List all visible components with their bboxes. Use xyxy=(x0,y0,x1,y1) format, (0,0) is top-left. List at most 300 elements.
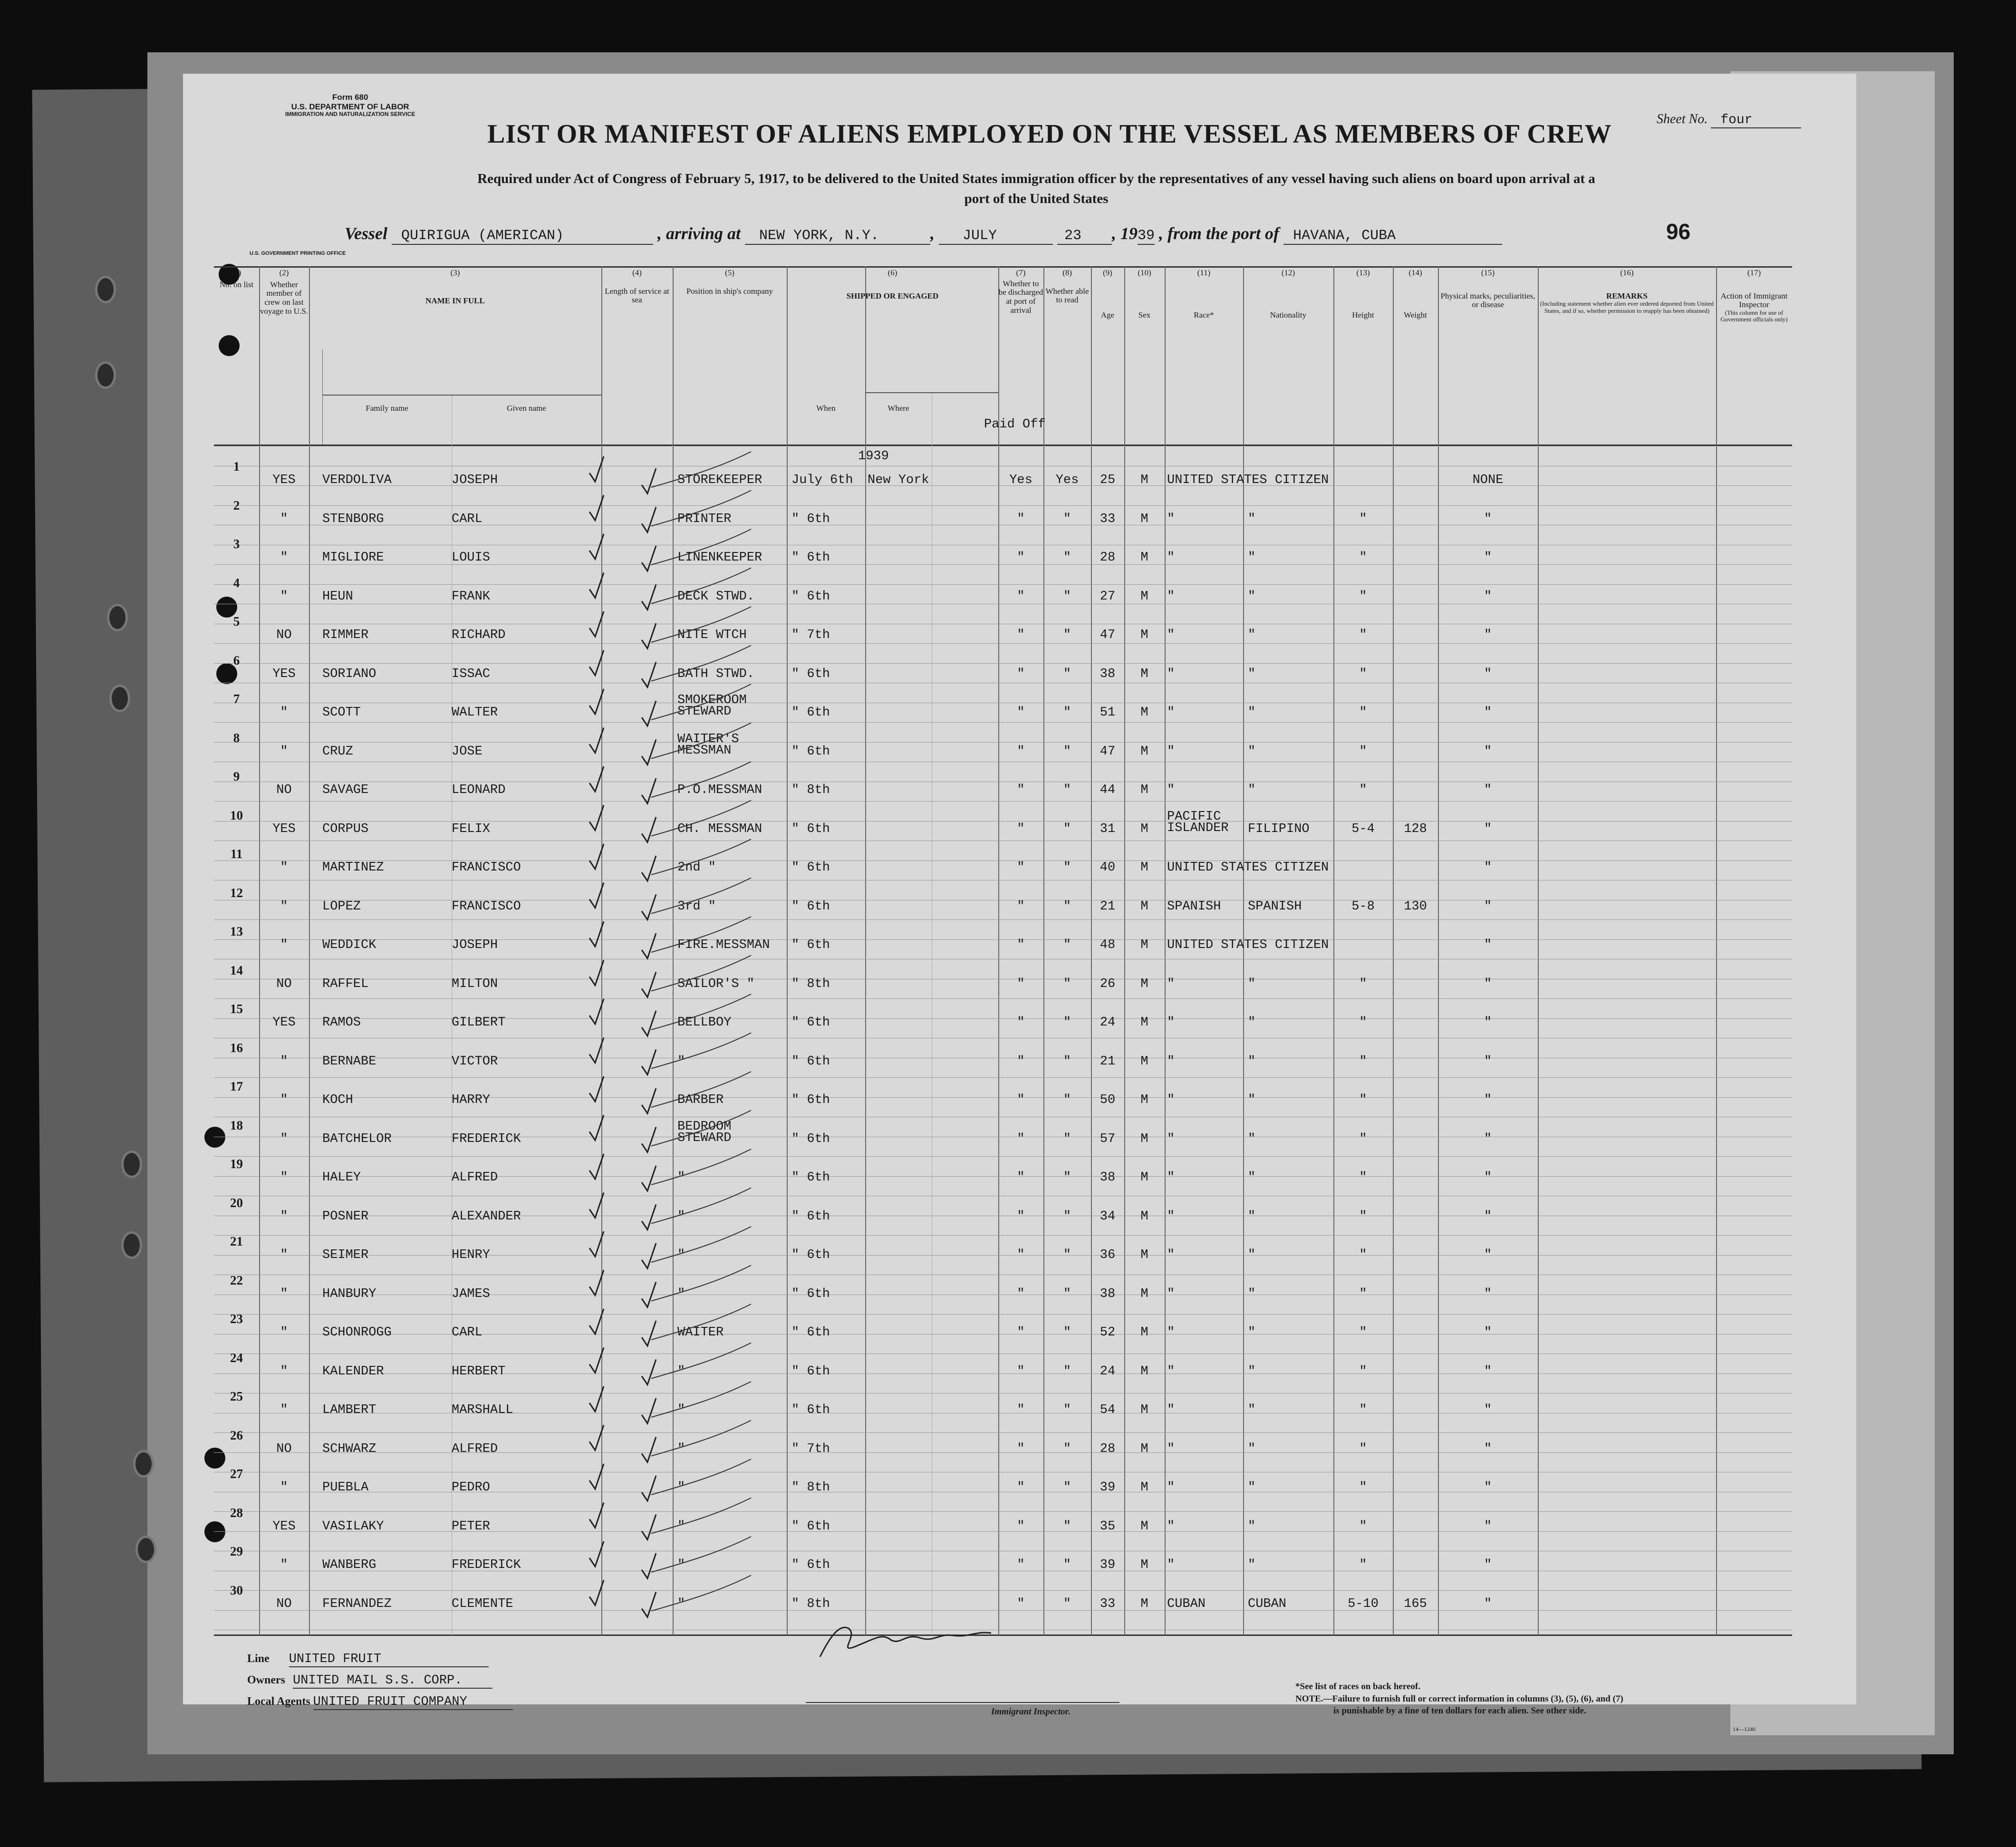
cell-race: " xyxy=(1167,1403,1175,1417)
cell-position: " xyxy=(677,1519,685,1534)
cell-shipped-when: " 8th xyxy=(791,1480,830,1495)
check-mark xyxy=(642,817,656,842)
cell-physical-marks: NONE xyxy=(1472,473,1504,487)
sheet-label: Sheet No. xyxy=(1657,112,1708,126)
footnotes xyxy=(1295,1681,1623,1717)
paid-off-note: Paid Off xyxy=(984,417,1046,432)
cell-previous-voyage: " xyxy=(280,1248,288,1262)
cell-nationality: " xyxy=(1248,1441,1256,1456)
cell-row-number: 1 xyxy=(233,459,240,474)
check-mark xyxy=(642,1476,656,1501)
cell-able-to-read: " xyxy=(1063,1480,1071,1495)
cell-nationality: " xyxy=(1248,1131,1256,1146)
cell-able-to-read: " xyxy=(1063,1131,1071,1146)
cell-previous-voyage: " xyxy=(280,899,288,914)
check-stroke xyxy=(651,452,751,487)
cell-row-number: 22 xyxy=(230,1273,243,1287)
check-stroke xyxy=(651,1343,751,1379)
cell-height: " xyxy=(1359,1054,1367,1069)
cell-able-to-read: " xyxy=(1063,628,1071,642)
cell-position: BARBER xyxy=(677,1093,724,1107)
cell-physical-marks: " xyxy=(1484,628,1492,642)
cell-previous-voyage: " xyxy=(280,1286,288,1301)
col-label-15: Physical marks, peculiarities, or disease xyxy=(1440,291,1535,309)
check-stroke xyxy=(651,917,751,952)
cell-previous-voyage: " xyxy=(280,1131,288,1146)
col-num-10: (10) xyxy=(1138,268,1151,277)
cell-age: 57 xyxy=(1100,1131,1116,1146)
col-label-1: No. on list xyxy=(219,280,254,289)
cell-discharge: " xyxy=(1017,1054,1025,1069)
cell-given-name: LOUIS xyxy=(452,551,491,565)
cell-sex: M xyxy=(1140,589,1148,604)
check-mark xyxy=(642,1592,656,1617)
check-mark xyxy=(589,650,604,676)
cell-race: " xyxy=(1167,1364,1175,1379)
col-label-13: Height xyxy=(1352,310,1374,319)
cell-position: P.O.MESSMAN xyxy=(677,783,762,797)
cell-family-name: KALENDER xyxy=(322,1364,384,1379)
col-label-6: SHIPPED OR ENGAGED xyxy=(846,291,939,300)
cell-nationality: " xyxy=(1248,1519,1256,1534)
cell-sex: M xyxy=(1140,1480,1148,1495)
check-mark xyxy=(589,883,604,908)
cell-position: NITE WTCH xyxy=(677,628,747,642)
cell-age: 25 xyxy=(1100,473,1116,487)
cell-given-name: HARRY xyxy=(452,1093,491,1107)
cell-previous-voyage: NO xyxy=(276,977,292,991)
cell-able-to-read: " xyxy=(1063,1441,1071,1456)
check-stroke xyxy=(651,956,751,991)
cell-race: " xyxy=(1167,744,1175,759)
cell-weight: 130 xyxy=(1404,899,1427,914)
agents-label: Local Agents xyxy=(247,1695,310,1708)
inspector-label: Immigrant Inspector. xyxy=(991,1707,1071,1717)
cell-previous-voyage: " xyxy=(280,1209,288,1224)
cell-nationality: " xyxy=(1248,1170,1256,1185)
cell-shipped-when: " 6th xyxy=(791,744,830,759)
cell-position: 3rd " xyxy=(677,899,716,914)
cell-sex: M xyxy=(1140,1209,1148,1224)
header-where: Where xyxy=(887,404,909,413)
cell-race: " xyxy=(1167,1054,1175,1069)
cell-race: " xyxy=(1167,1286,1175,1301)
cell-sex: M xyxy=(1140,1015,1148,1030)
cell-sex: M xyxy=(1140,551,1148,565)
cell-shipped-when: " 6th xyxy=(791,667,830,681)
cell-nationality: " xyxy=(1248,1364,1256,1379)
cell-race: PACIFIC ISLANDER xyxy=(1167,809,1229,835)
cell-sex: M xyxy=(1140,977,1148,991)
cell-race: " xyxy=(1167,1441,1175,1456)
cell-able-to-read: " xyxy=(1063,1054,1071,1069)
check-mark xyxy=(642,1166,656,1191)
check-mark xyxy=(642,740,656,765)
check-stroke xyxy=(651,607,751,642)
cell-family-name: POSNER xyxy=(322,1209,369,1224)
line-label: Line xyxy=(247,1653,270,1665)
check-stroke xyxy=(651,1421,751,1456)
check-stroke xyxy=(651,801,751,836)
cell-shipped-when: " 6th xyxy=(791,1054,830,1069)
cell-position: SMOKEROOM STEWARD xyxy=(677,693,747,719)
col-num-6: (6) xyxy=(887,268,897,277)
cell-height: " xyxy=(1359,1558,1367,1572)
cell-row-number: 13 xyxy=(230,924,243,938)
check-mark xyxy=(642,507,656,532)
cell-previous-voyage: " xyxy=(280,1558,288,1572)
cell-row-number: 2 xyxy=(233,498,240,513)
col-label-14: Weight xyxy=(1404,310,1427,319)
cell-age: 44 xyxy=(1100,783,1116,797)
cell-weight: 165 xyxy=(1404,1596,1427,1611)
cell-able-to-read: " xyxy=(1063,512,1071,526)
cell-sex: M xyxy=(1140,1364,1148,1379)
cell-row-number: 7 xyxy=(233,692,240,706)
col-label-8: Whether able to read xyxy=(1045,286,1089,305)
check-mark xyxy=(589,1309,604,1334)
cell-discharge: " xyxy=(1017,783,1025,797)
binder-hole xyxy=(95,276,116,303)
cell-height: " xyxy=(1359,744,1367,759)
check-stroke xyxy=(651,723,751,759)
check-mark xyxy=(642,1243,656,1268)
cell-previous-voyage: NO xyxy=(276,1441,292,1456)
cell-discharge: " xyxy=(1017,512,1025,526)
cell-sex: M xyxy=(1140,938,1148,952)
check-mark xyxy=(642,1360,656,1385)
cell-row-number: 9 xyxy=(233,769,240,783)
cell-physical-marks: " xyxy=(1484,1364,1492,1379)
cell-physical-marks: " xyxy=(1484,1054,1492,1069)
cell-discharge: " xyxy=(1017,1519,1025,1534)
col-label-3: NAME IN FULL xyxy=(425,296,485,305)
cell-able-to-read: " xyxy=(1063,1519,1071,1534)
cell-weight: 128 xyxy=(1404,822,1427,836)
col-label-17: Action of Immigrant Inspector xyxy=(1720,291,1788,309)
cell-discharge: " xyxy=(1017,1015,1025,1030)
cell-physical-marks: " xyxy=(1484,1441,1492,1456)
check-stroke xyxy=(651,1072,751,1107)
cell-race: " xyxy=(1167,512,1175,526)
header-family-name: Family name xyxy=(366,404,408,413)
agents-value: UNITED FRUIT COMPANY xyxy=(313,1695,513,1710)
cell-sex: M xyxy=(1140,706,1148,720)
cell-able-to-read: " xyxy=(1063,1325,1071,1340)
cell-shipped-when: " 6th xyxy=(791,1093,830,1107)
cell-race: " xyxy=(1167,1248,1175,1262)
cell-discharge: " xyxy=(1017,1325,1025,1340)
cell-nationality: SPANISH xyxy=(1248,899,1302,914)
col-num-12: (12) xyxy=(1281,268,1295,277)
check-stroke xyxy=(651,1149,751,1185)
cell-able-to-read: " xyxy=(1063,1209,1071,1224)
cell-family-name: HANBURY xyxy=(322,1286,376,1301)
col-label-2: Whether member of crew on last voyage to U.S. xyxy=(260,280,309,316)
cell-race: " xyxy=(1167,667,1175,681)
check-mark xyxy=(589,689,604,714)
cell-race: " xyxy=(1167,1519,1175,1534)
cell-family-name: BERNABE xyxy=(322,1054,376,1069)
cell-previous-voyage: YES xyxy=(272,473,296,487)
cell-age: 33 xyxy=(1100,512,1116,526)
cell-nationality: " xyxy=(1248,551,1256,565)
cell-physical-marks: " xyxy=(1484,1558,1492,1572)
cell-position: " xyxy=(677,1364,685,1379)
cell-given-name: LEONARD xyxy=(452,783,506,797)
check-mark xyxy=(642,1127,656,1152)
cell-position: " xyxy=(677,1054,685,1069)
col-num-17: (17) xyxy=(1747,268,1761,277)
cell-nationality: " xyxy=(1248,1209,1256,1224)
cell-height: " xyxy=(1359,512,1367,526)
cell-age: 36 xyxy=(1100,1248,1116,1262)
check-mark xyxy=(589,1541,604,1567)
cell-height: 5-10 xyxy=(1348,1596,1379,1611)
cell-row-number: 26 xyxy=(230,1428,243,1442)
cell-shipped-when: " 8th xyxy=(791,1596,830,1611)
cell-family-name: CORPUS xyxy=(322,822,369,836)
cell-row-number: 19 xyxy=(230,1157,243,1171)
cell-able-to-read: " xyxy=(1063,667,1071,681)
cell-shipped-when: " 6th xyxy=(791,1015,830,1030)
form-number: Form 680 xyxy=(332,93,368,102)
line-field xyxy=(247,1652,489,1667)
cell-age: 35 xyxy=(1100,1519,1116,1534)
cell-shipped-when: " 6th xyxy=(791,1519,830,1534)
check-mark xyxy=(589,999,604,1024)
cell-age: 38 xyxy=(1100,1286,1116,1301)
check-stroke xyxy=(651,568,751,604)
check-mark xyxy=(642,1011,656,1036)
cell-previous-voyage: NO xyxy=(276,1596,292,1611)
cell-previous-voyage: YES xyxy=(272,822,296,836)
owners-label: Owners xyxy=(247,1674,285,1686)
cell-family-name: SCHONROGG xyxy=(322,1325,392,1340)
cell-position: DECK STWD. xyxy=(677,589,755,604)
cell-sex: M xyxy=(1140,1131,1148,1146)
check-stroke xyxy=(651,762,751,797)
col-num-16: (16) xyxy=(1620,268,1634,277)
col-num-1: (1) xyxy=(232,268,241,277)
check-mark xyxy=(589,1038,604,1063)
cell-previous-voyage: " xyxy=(280,551,288,565)
cell-given-name: VICTOR xyxy=(452,1054,498,1069)
cell-row-number: 20 xyxy=(230,1195,243,1210)
col-num-14: (14) xyxy=(1408,268,1422,277)
cell-able-to-read: " xyxy=(1063,1248,1071,1262)
cell-family-name: MIGLIORE xyxy=(322,551,384,565)
cell-family-name: SAVAGE xyxy=(322,783,369,797)
cell-family-name: PUEBLA xyxy=(322,1480,369,1495)
cell-position: " xyxy=(677,1170,685,1185)
cell-physical-marks: " xyxy=(1484,861,1492,875)
cell-row-number: 16 xyxy=(230,1040,243,1055)
cell-sex: M xyxy=(1140,822,1148,836)
col-label-12: Nationality xyxy=(1270,310,1307,319)
check-mark xyxy=(642,1515,656,1540)
check-stroke xyxy=(651,1459,751,1495)
cell-position: " xyxy=(677,1558,685,1572)
cell-height: " xyxy=(1359,1209,1367,1224)
cell-given-name: ALEXANDER xyxy=(452,1209,521,1224)
service-name: IMMIGRATION AND NATURALIZATION SERVICE xyxy=(285,111,415,118)
cell-position: " xyxy=(677,1286,685,1301)
cell-able-to-read: " xyxy=(1063,1403,1071,1417)
cell-family-name: KOCH xyxy=(322,1093,353,1107)
cell-physical-marks: " xyxy=(1484,706,1492,720)
cell-shipped-when: " 6th xyxy=(791,1286,830,1301)
cell-physical-marks: " xyxy=(1484,977,1492,991)
cell-position: " xyxy=(677,1248,685,1262)
cell-shipped-when: " 8th xyxy=(791,977,830,991)
cell-previous-voyage: " xyxy=(280,1054,288,1069)
check-mark xyxy=(589,844,604,869)
cell-row-number: 6 xyxy=(233,653,240,667)
cell-position: PRINTER xyxy=(677,512,732,526)
cell-nationality: " xyxy=(1248,1325,1256,1340)
arrival-month: JULY xyxy=(939,228,1053,245)
cell-able-to-read: " xyxy=(1063,977,1071,991)
cell-shipped-when: " 6th xyxy=(791,861,830,875)
cell-shipped-when: " 7th xyxy=(791,628,830,642)
cell-given-name: HENRY xyxy=(452,1248,491,1262)
cell-discharge: " xyxy=(1017,551,1025,565)
check-mark xyxy=(642,1398,656,1423)
cell-height: " xyxy=(1359,589,1367,604)
check-mark xyxy=(642,1553,656,1578)
cell-family-name: VASILAKY xyxy=(322,1519,384,1534)
check-mark xyxy=(642,468,656,493)
cell-position: CH. MESSMAN xyxy=(677,822,762,836)
cell-discharge: " xyxy=(1017,628,1025,642)
cell-position: FIRE.MESSMAN xyxy=(677,938,770,952)
cell-height: " xyxy=(1359,783,1367,797)
cell-discharge: " xyxy=(1017,899,1025,914)
cell-row-number: 24 xyxy=(230,1350,243,1365)
cell-given-name: PETER xyxy=(452,1519,491,1534)
check-stroke xyxy=(651,1537,751,1572)
cell-shipped-when: " 6th xyxy=(791,822,830,836)
cell-physical-marks: " xyxy=(1484,899,1492,914)
col-num-15: (15) xyxy=(1481,268,1495,277)
check-mark xyxy=(642,701,656,726)
page-title: LIST OR MANIFEST OF ALIENS EMPLOYED ON THE VESSEL AS MEMBERS OF CREW xyxy=(487,119,1612,149)
cell-height: " xyxy=(1359,551,1367,565)
col-label-16: REMARKS xyxy=(1606,291,1648,300)
cell-height: " xyxy=(1359,706,1367,720)
sheet-value: four xyxy=(1711,113,1801,128)
cell-discharge: " xyxy=(1017,1596,1025,1611)
cell-sex: M xyxy=(1140,1441,1148,1456)
cell-row-number: 18 xyxy=(230,1118,243,1132)
cell-age: 50 xyxy=(1100,1093,1116,1107)
cell-discharge: Yes xyxy=(1009,473,1032,487)
cell-given-name: CARL xyxy=(452,1325,482,1340)
form-identifier xyxy=(285,93,415,118)
cell-family-name: SORIANO xyxy=(322,667,376,681)
cell-discharge: " xyxy=(1017,861,1025,875)
cell-physical-marks: " xyxy=(1484,1325,1492,1340)
cell-height: " xyxy=(1359,1441,1367,1456)
cell-previous-voyage: " xyxy=(280,1364,288,1379)
cell-height: " xyxy=(1359,1170,1367,1185)
cell-physical-marks: " xyxy=(1484,551,1492,565)
cell-nationality: " xyxy=(1248,667,1256,681)
col-note-16: (Including statement whether alien ever ordered deported from United States, and if so, whether permission to reapply has been obtained) xyxy=(1540,300,1714,314)
check-mark xyxy=(589,1464,604,1489)
col-num-2: (2) xyxy=(279,268,289,277)
cell-shipped-when: " 6th xyxy=(791,938,830,952)
binder-hole xyxy=(135,1536,156,1563)
check-mark xyxy=(589,611,604,637)
cell-able-to-read: " xyxy=(1063,899,1071,914)
cell-age: 51 xyxy=(1100,706,1116,720)
cell-family-name: HEUN xyxy=(322,589,353,604)
check-mark xyxy=(642,895,656,920)
col-num-8: (8) xyxy=(1062,268,1072,277)
footnote-penalty: NOTE.—Failure to furnish full or correct information in columns (3), (5), (6), and (7) xyxy=(1295,1693,1623,1704)
check-mark xyxy=(642,1282,656,1307)
col-num-7: (7) xyxy=(1016,268,1026,277)
check-mark xyxy=(642,972,656,997)
cell-position: BELLBOY xyxy=(677,1015,732,1030)
check-stroke xyxy=(651,1111,751,1146)
cell-age: 48 xyxy=(1100,938,1116,952)
cell-given-name: HERBERT xyxy=(452,1364,506,1379)
cell-discharge: " xyxy=(1017,1286,1025,1301)
cell-given-name: JOSEPH xyxy=(452,938,498,952)
cell-position: " xyxy=(677,1441,685,1456)
cell-able-to-read: " xyxy=(1063,938,1071,952)
cell-discharge: " xyxy=(1017,589,1025,604)
cell-physical-marks: " xyxy=(1484,1596,1492,1611)
cell-able-to-read: " xyxy=(1063,1170,1071,1185)
cell-discharge: " xyxy=(1017,1093,1025,1107)
arrival-port: NEW YORK, N.Y. xyxy=(745,228,930,245)
cell-height: " xyxy=(1359,1131,1367,1146)
check-mark xyxy=(642,546,656,571)
cell-able-to-read: " xyxy=(1063,861,1071,875)
cell-discharge: " xyxy=(1017,744,1025,759)
cell-height: " xyxy=(1359,667,1367,681)
check-stroke xyxy=(651,1498,751,1534)
cell-age: 27 xyxy=(1100,589,1116,604)
cell-shipped-when: " 8th xyxy=(791,783,830,797)
cell-shipped-when: " 6th xyxy=(791,1170,830,1185)
cell-sex: M xyxy=(1140,1286,1148,1301)
check-mark xyxy=(589,1503,604,1528)
cell-race: " xyxy=(1167,1170,1175,1185)
col-label-7: Whether to be discharged at port of arrival xyxy=(998,279,1043,315)
cell-position: WAITER'S MESSMAN xyxy=(677,732,739,758)
cell-row-number: 10 xyxy=(230,808,243,822)
cell-age: 33 xyxy=(1100,1596,1116,1611)
cell-sex: M xyxy=(1140,1558,1148,1572)
check-mark xyxy=(642,1437,656,1462)
cell-previous-voyage: YES xyxy=(272,1015,296,1030)
cell-row-number: 3 xyxy=(233,537,240,551)
cell-previous-voyage: " xyxy=(280,861,288,875)
cell-nationality: CUBAN xyxy=(1248,1596,1287,1611)
check-mark xyxy=(589,1348,604,1373)
cell-age: 47 xyxy=(1100,628,1116,642)
cell-physical-marks: " xyxy=(1484,1209,1492,1224)
cell-race: " xyxy=(1167,1558,1175,1572)
cell-height: " xyxy=(1359,1015,1367,1030)
cell-physical-marks: " xyxy=(1484,1403,1492,1417)
check-mark xyxy=(589,1076,604,1102)
